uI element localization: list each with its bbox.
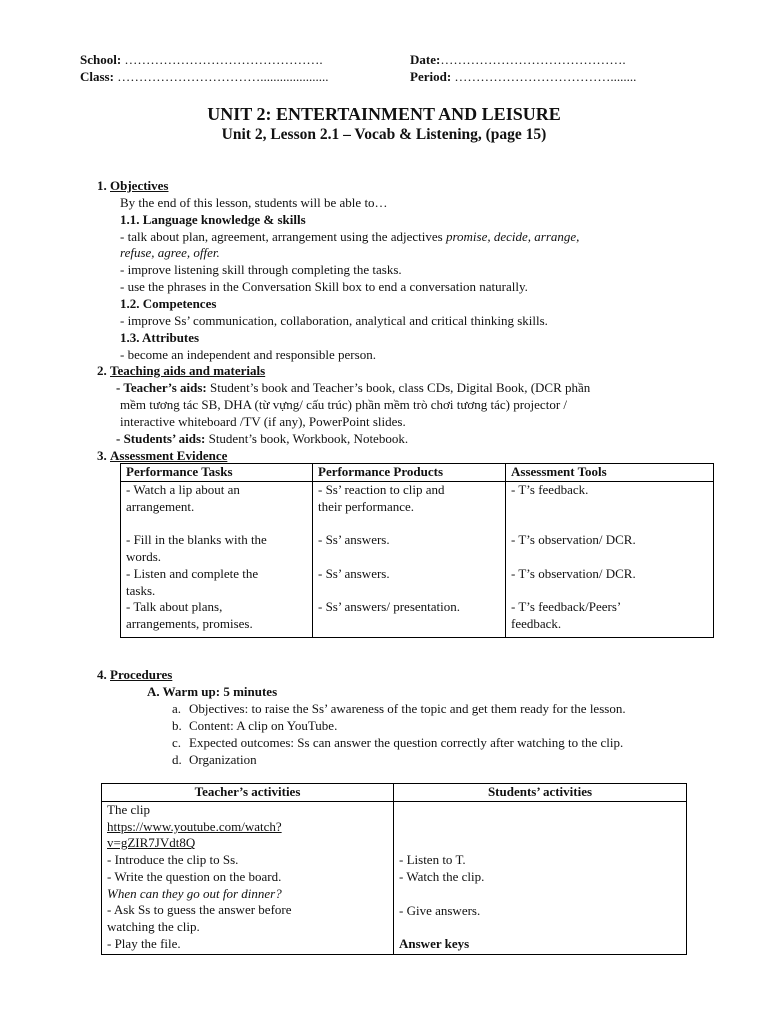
date-dots: …………………………………….: [440, 52, 626, 67]
procedure-item: [172, 735, 624, 751]
section-number: 3.: [97, 448, 107, 463]
period-label: Period:: [410, 69, 452, 84]
cell-line: words.: [126, 548, 162, 564]
objective-line: - use the phrases in the Conversation Skill box to end a conversation naturally.: [120, 279, 528, 294]
school-field: [80, 52, 323, 68]
students-aids-text: Student’s book, Workbook, Notebook.: [205, 431, 409, 446]
teacher-aids-text-cont: mềm tương tác SB, DHA (từ vựng/ cấu trúc) phần mềm trò chơi tương tác) projector /: [120, 397, 568, 412]
cell-gap: [511, 515, 713, 532]
item-text: Content: A clip on YouTube.: [189, 718, 338, 733]
cell-line: feedback.: [511, 616, 562, 632]
table-row: [121, 481, 714, 637]
objective-text: - talk about plan, agreement, arrangement using the adjectives: [120, 229, 446, 244]
warmup-heading: A. Warm up: 5 minutes: [147, 684, 278, 699]
subheading-attributes: 1.3. Attributes: [120, 330, 200, 345]
procedures-heading: [97, 667, 172, 683]
cell-line: arrangement.: [126, 498, 195, 514]
objective-italic-words: promise, decide, arrange,: [445, 229, 580, 244]
cell-line: - Write the question on the board.: [107, 868, 282, 884]
procedure-item: [172, 701, 626, 717]
date-field: [410, 52, 626, 68]
unit-title: UNIT 2: ENTERTAINMENT AND LEISURE: [207, 104, 561, 124]
cell-line: - Talk about plans,: [126, 599, 223, 615]
objective-line: - improve listening skill through completing the tasks.: [120, 262, 402, 277]
cell-line: - Ss’ answers/ presentation.: [318, 599, 461, 615]
cell-gap: [318, 583, 505, 600]
class-field: [80, 69, 328, 85]
column-header: Teacher’s activities: [102, 784, 394, 802]
section-title: Objectives: [110, 178, 169, 193]
cell-gap: [511, 499, 713, 516]
section-number: 2.: [97, 363, 107, 378]
cell-gap: [126, 515, 312, 532]
cell-gap: [318, 515, 505, 532]
column-header: Students’ activities: [394, 784, 687, 802]
subheading-competences: 1.2. Competences: [120, 296, 217, 311]
youtube-link-cont[interactable]: v=gZIR7JVdt8Q: [107, 835, 196, 851]
assessment-heading: [97, 448, 227, 464]
cell-gap: [399, 836, 686, 853]
section-title: Teaching aids and materials: [110, 363, 266, 378]
item-marker: c.: [172, 735, 182, 750]
cell-line: - Watch the clip.: [399, 869, 485, 885]
objective-line: - improve Ss’ communication, collaboration, analytical and critical thinking skills.: [120, 313, 548, 328]
section-number: 4.: [97, 667, 107, 682]
cell-gap: [399, 802, 686, 819]
students-activities-cell: [394, 802, 687, 955]
objective-italic-words-cont: refuse, agree, offer.: [120, 245, 220, 260]
objective-line: - become an independent and responsible person.: [120, 347, 376, 362]
cell-line: - Ss’ answers.: [318, 532, 390, 548]
teaching-aids-heading: [97, 363, 265, 379]
teacher-aids-text: Student’s book and Teacher’s book, class CDs, Digital Book, (DCR phần: [206, 380, 591, 395]
cell-line: - Listen to T.: [399, 852, 466, 868]
table-header-row: [121, 464, 714, 482]
objectives-heading: [97, 178, 168, 194]
section-title: Procedures: [110, 667, 173, 682]
cell-line: - T’s feedback/Peers’: [511, 599, 622, 615]
section-title: Assessment Evidence: [110, 448, 228, 463]
cell-line: - Ss’ reaction to clip and: [318, 481, 445, 497]
assessment-table: [120, 463, 714, 638]
performance-tasks-cell: [121, 481, 313, 637]
cell-gap: [399, 886, 686, 903]
subheading-language-skills: 1.1. Language knowledge & skills: [120, 212, 306, 227]
cell-line: - Fill in the blanks with the: [126, 532, 267, 548]
procedure-item: [172, 752, 257, 768]
cell-line: tasks.: [126, 582, 156, 598]
class-dots: …………………………….....................: [117, 69, 329, 84]
cell-gap: [318, 549, 505, 566]
column-header: Performance Tasks: [121, 464, 313, 482]
item-text: Expected outcomes: Ss can answer the question correctly after watching to the clip.: [189, 735, 624, 750]
item-marker: b.: [172, 718, 182, 733]
cell-line: - Ask Ss to guess the answer before: [107, 902, 292, 918]
cell-line: - Ss’ answers.: [318, 565, 390, 581]
cell-gap: [511, 549, 713, 566]
teacher-aids-text-cont: interactive whiteboard /TV (if any), PowerPoint slides.: [120, 414, 406, 429]
performance-products-cell: [313, 481, 506, 637]
students-aids-label: - Students’ aids:: [116, 431, 206, 446]
cell-line: - T’s feedback.: [511, 481, 589, 497]
column-header: Performance Products: [313, 464, 506, 482]
cell-line: watching the clip.: [107, 918, 200, 934]
cell-gap: [511, 583, 713, 600]
youtube-link[interactable]: https://www.youtube.com/watch?: [107, 818, 282, 834]
teacher-aids-label: - Teacher’s aids:: [116, 380, 207, 395]
cell-line: - Watch a lip about an: [126, 481, 240, 497]
lesson-subtitle: Unit 2, Lesson 2.1 – Vocab & Listening, (page 15): [221, 126, 547, 143]
column-header: Assessment Tools: [506, 464, 714, 482]
teacher-aids: [116, 380, 590, 396]
period-field: [410, 69, 636, 85]
school-label: School:: [80, 52, 122, 67]
activities-table: [101, 783, 687, 955]
cell-line: - Play the file.: [107, 935, 181, 951]
cell-line: The clip: [107, 802, 150, 817]
cell-line: their performance.: [318, 498, 415, 514]
table-row: [102, 802, 687, 955]
objectives-intro: By the end of this lesson, students will be able to…: [120, 195, 388, 210]
item-text: Organization: [189, 752, 257, 767]
cell-gap: [399, 919, 686, 936]
cell-line: - Introduce the clip to Ss.: [107, 852, 239, 868]
assessment-tools-cell: [506, 481, 714, 637]
date-label: Date:: [410, 52, 441, 67]
teacher-activities-cell: [102, 802, 394, 955]
school-dots: ……………………………………….: [124, 52, 323, 67]
cell-line: - T’s observation/ DCR.: [511, 565, 636, 581]
item-text: Objectives: to raise the Ss’ awareness of the topic and get them ready for the lesson.: [189, 701, 626, 716]
cell-line: arrangements, promises.: [126, 616, 253, 632]
cell-line: - T’s observation/ DCR.: [511, 532, 636, 548]
answer-keys-label: Answer keys: [399, 936, 470, 952]
period-dots: ………………………………........: [454, 69, 637, 84]
cell-gap: [399, 819, 686, 836]
section-number: 1.: [97, 178, 107, 193]
item-marker: d.: [172, 752, 182, 767]
objective-line: [120, 229, 579, 245]
cell-line: - Give answers.: [399, 902, 481, 918]
class-label: Class:: [80, 69, 114, 84]
table-header-row: [102, 784, 687, 802]
cell-line: - Listen and complete the: [126, 565, 259, 581]
students-aids: [116, 431, 408, 447]
item-marker: a.: [172, 701, 182, 716]
procedure-item: [172, 718, 338, 734]
board-question: When can they go out for dinner?: [107, 885, 282, 901]
